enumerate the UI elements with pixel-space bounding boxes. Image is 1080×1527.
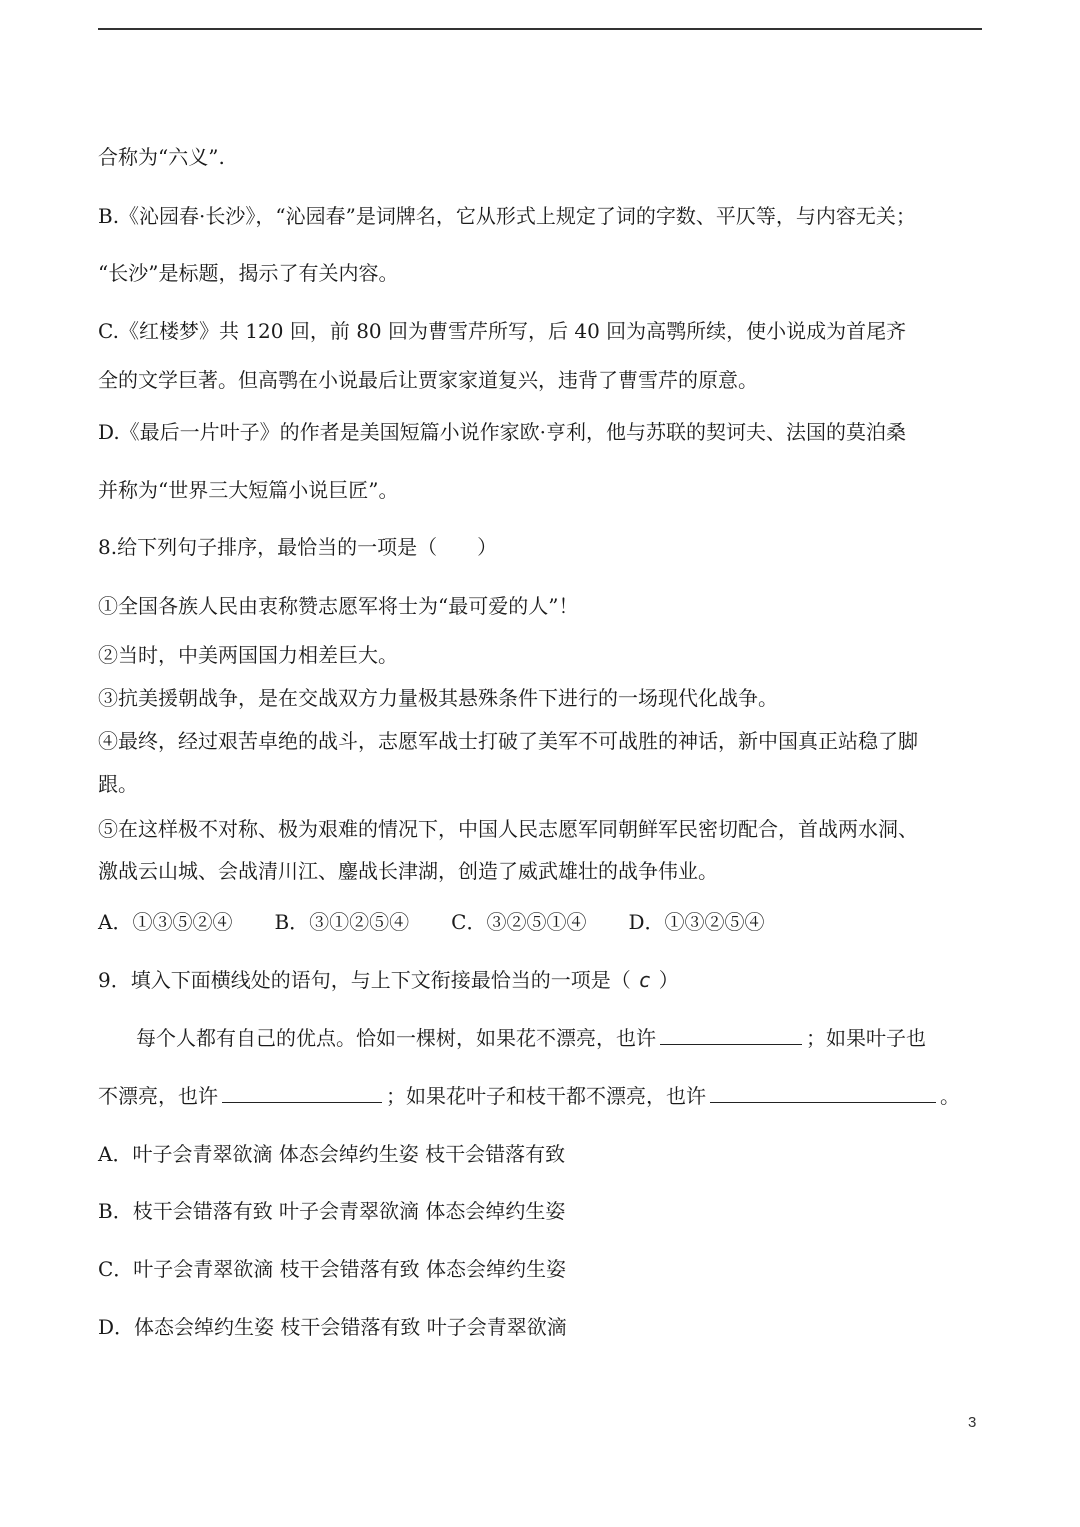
option-d-line-2: 并称为“世界三大短篇小说巨匠”。	[98, 478, 399, 502]
q9-passage-line-2	[98, 1082, 960, 1110]
option-b-line-2: “长沙”是标题，揭示了有关内容。	[98, 261, 399, 285]
sentence-2: ②当时，中美两国国力相差巨大。	[98, 643, 398, 667]
q9-option-c: C．叶子会青翠欲滴 枝干会错落有致 体态会绰约生姿	[98, 1257, 567, 1281]
q9-option-b: B．枝干会错落有致 叶子会青翠欲滴 体态会绰约生姿	[98, 1199, 566, 1223]
sentence-4-line-2: 跟。	[98, 772, 138, 796]
sentence-3: ③抗美援朝战争，是在交战双方力量极其悬殊条件下进行的一场现代化战争。	[98, 686, 778, 710]
option-d-line-1: D.《最后一片叶子》的作者是美国短篇小说作家欧·亨利，他与苏联的契诃夫、法国的莫泊桑	[98, 420, 907, 444]
blank-1	[660, 1024, 802, 1045]
sentence-4-line-1: ④最终，经过艰苦卓绝的战斗，志愿军战士打破了美军不可战胜的神话，新中国真正站稳了脚	[98, 729, 918, 753]
q9-passage-line-1	[136, 1024, 926, 1052]
option-a-continuation: 合称为“六义”.	[98, 145, 225, 169]
question-8-stem: 8.给下列句子排序，最恰当的一项是（ ）	[98, 535, 498, 559]
sentence-5-line-2: 激战云山城、会战清川江、鏖战长津湖，创造了威武雄壮的战争伟业。	[98, 859, 718, 883]
q9-stem-close: ）	[658, 968, 679, 992]
q8-option-a: A．①③⑤②④	[98, 910, 233, 934]
q8-option-d: D．①③②⑤④	[628, 910, 765, 934]
q9-passage-text-4: ；如果花叶子和枝干都不漂亮，也许	[386, 1084, 706, 1108]
q9-option-d: D．体态会绰约生姿 枝干会错落有致 叶子会青翠欲滴	[98, 1315, 567, 1339]
sentence-1: ①全国各族人民由衷称赞志愿军将士为“最可爱的人”！	[98, 594, 579, 618]
option-b-line-1: B.《沁园春·长沙》，“沁园春”是词牌名，它从形式上规定了词的字数、平仄等，与内容无关；	[98, 204, 916, 228]
q9-option-a: A．叶子会青翠欲滴 体态会绰约生姿 枝干会错落有致	[98, 1142, 566, 1166]
sentence-5-line-1: ⑤在这样极不对称、极为艰难的情况下，中国人民志愿军同朝鲜军民密切配合，首战两水洞、	[98, 817, 918, 841]
q9-passage-text-2: ；如果叶子也	[806, 1026, 926, 1050]
q8-option-c: C．③②⑤①④	[451, 910, 587, 934]
option-c-line-1: C.《红楼梦》共 120 回，前 80 回为曹雪芹所写，后 40 回为高鹗所续，使小说成为首尾齐	[98, 319, 907, 343]
option-c-line-2: 全的文学巨著。但高鹗在小说最后让贾家家道复兴，违背了曹雪芹的原意。	[98, 368, 758, 392]
q9-passage-text-1: 每个人都有自己的优点。恰如一棵树，如果花不漂亮，也许	[136, 1026, 656, 1050]
header-rule	[98, 28, 982, 30]
page-number: 3	[968, 1414, 977, 1431]
q9-passage-text-5: 。	[940, 1084, 960, 1108]
question-8-options	[98, 908, 807, 936]
q9-stem-text: 9．填入下面横线处的语句，与上下文衔接最恰当的一项是（	[98, 968, 631, 992]
question-9-stem	[98, 966, 679, 994]
blank-2	[222, 1082, 382, 1103]
blank-3	[710, 1082, 936, 1103]
q8-option-b: B．③①②⑤④	[274, 910, 410, 934]
q9-handwritten-answer: c	[638, 968, 651, 992]
q9-passage-text-3: 不漂亮，也许	[98, 1084, 218, 1108]
